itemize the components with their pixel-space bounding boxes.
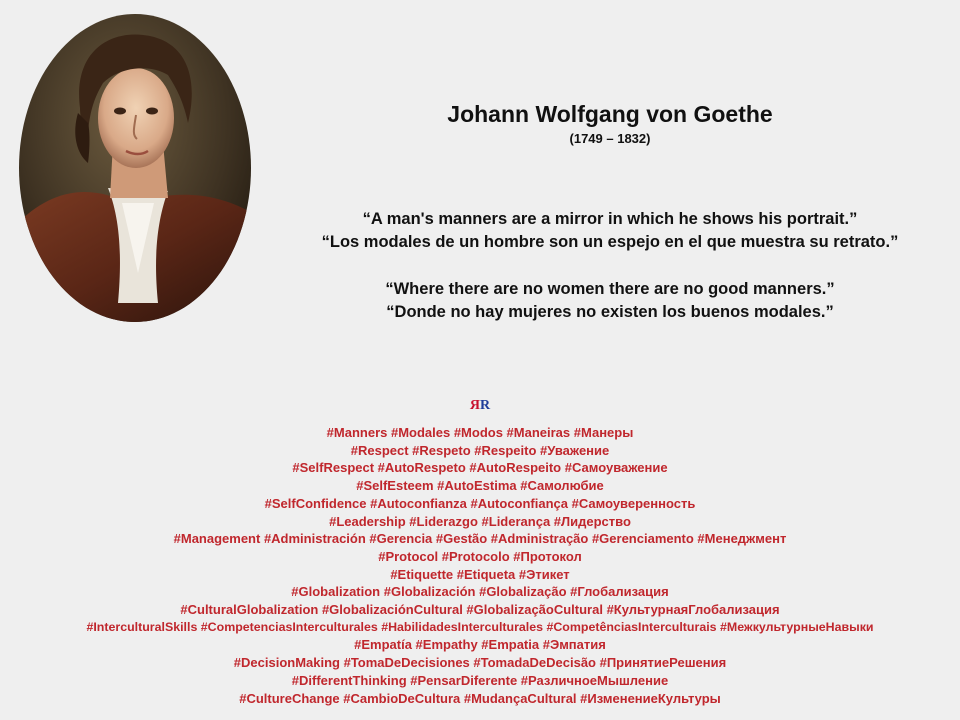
hashtag-line: #Management #Administración #Gerencia #Gestão #Administração #Gerenciamento #Менеджмент [173, 531, 787, 547]
quotes-block [280, 208, 940, 324]
hashtag-line: #InterculturalSkills #CompetenciasInterculturales #HabilidadesInterculturales #CompetênciasInterculturais #МежкультурныеНавыки [86, 619, 874, 634]
author-name: Johann Wolfgang von Goethe [447, 101, 773, 127]
quote-line: “Where there are no women there are no good manners.” [385, 280, 835, 298]
author-dates: (1749 – 1832) [569, 131, 651, 146]
quote-line: “A man's manners are a mirror in which he shows his portrait.” [362, 210, 858, 228]
hashtag-line: #SelfRespect #AutoRespeto #AutoRespeito #Самоуважение [292, 460, 668, 476]
hashtag-line: #DecisionMaking #TomaDeDecisiones #TomadaDeDecisão #ПринятиеРешения [233, 655, 727, 671]
hashtag-line: #CulturalGlobalization #GlobalizaciónCultural #GlobalizaçãoCultural #КультурнаяГлобализация [180, 602, 780, 618]
hashtag-line: #SelfConfidence #Autoconfianza #Autoconfiança #Самоуверенность [264, 495, 696, 511]
hashtag-line: #Respect #Respeto #Respeito #Уважение [350, 442, 610, 458]
hashtag-line: #Etiquette #Etiqueta #Этикет [390, 566, 570, 582]
hashtag-line: #Manners #Modales #Modos #Maneiras #Манеры [326, 425, 634, 440]
goethe-portrait-icon [18, 13, 252, 323]
hashtags-block [0, 424, 960, 707]
hashtag-line: #CultureChange #CambioDeCultura #MudançaCultural #ИзменениеКультуры [239, 690, 721, 706]
logo-letter-r: R [480, 398, 491, 413]
header [300, 100, 920, 148]
logo-letter-ya: Я [469, 398, 480, 413]
quote-line: “Donde no hay mujeres no existen los buenos modales.” [386, 303, 834, 321]
hashtag-line: #SelfEsteem #AutoEstima #Самолюбие [356, 478, 604, 494]
hashtag-line: #Globalization #Globalización #Globalização #Глобализация [291, 584, 669, 600]
hashtag-line: #Empatía #Empathy #Empatia #Эмпатия [354, 637, 606, 653]
hashtag-line: #Protocol #Protocolo #Протокол [378, 548, 582, 564]
hashtag-line: #DifferentThinking #PensarDiferente #РазличноеМышление [291, 672, 669, 688]
rr-logo [0, 398, 960, 414]
hashtag-line: #Leadership #Liderazgo #Liderança #Лидерство [329, 513, 631, 529]
quote-line: “Los modales de un hombre son un espejo en el que muestra su retrato.” [321, 233, 899, 251]
